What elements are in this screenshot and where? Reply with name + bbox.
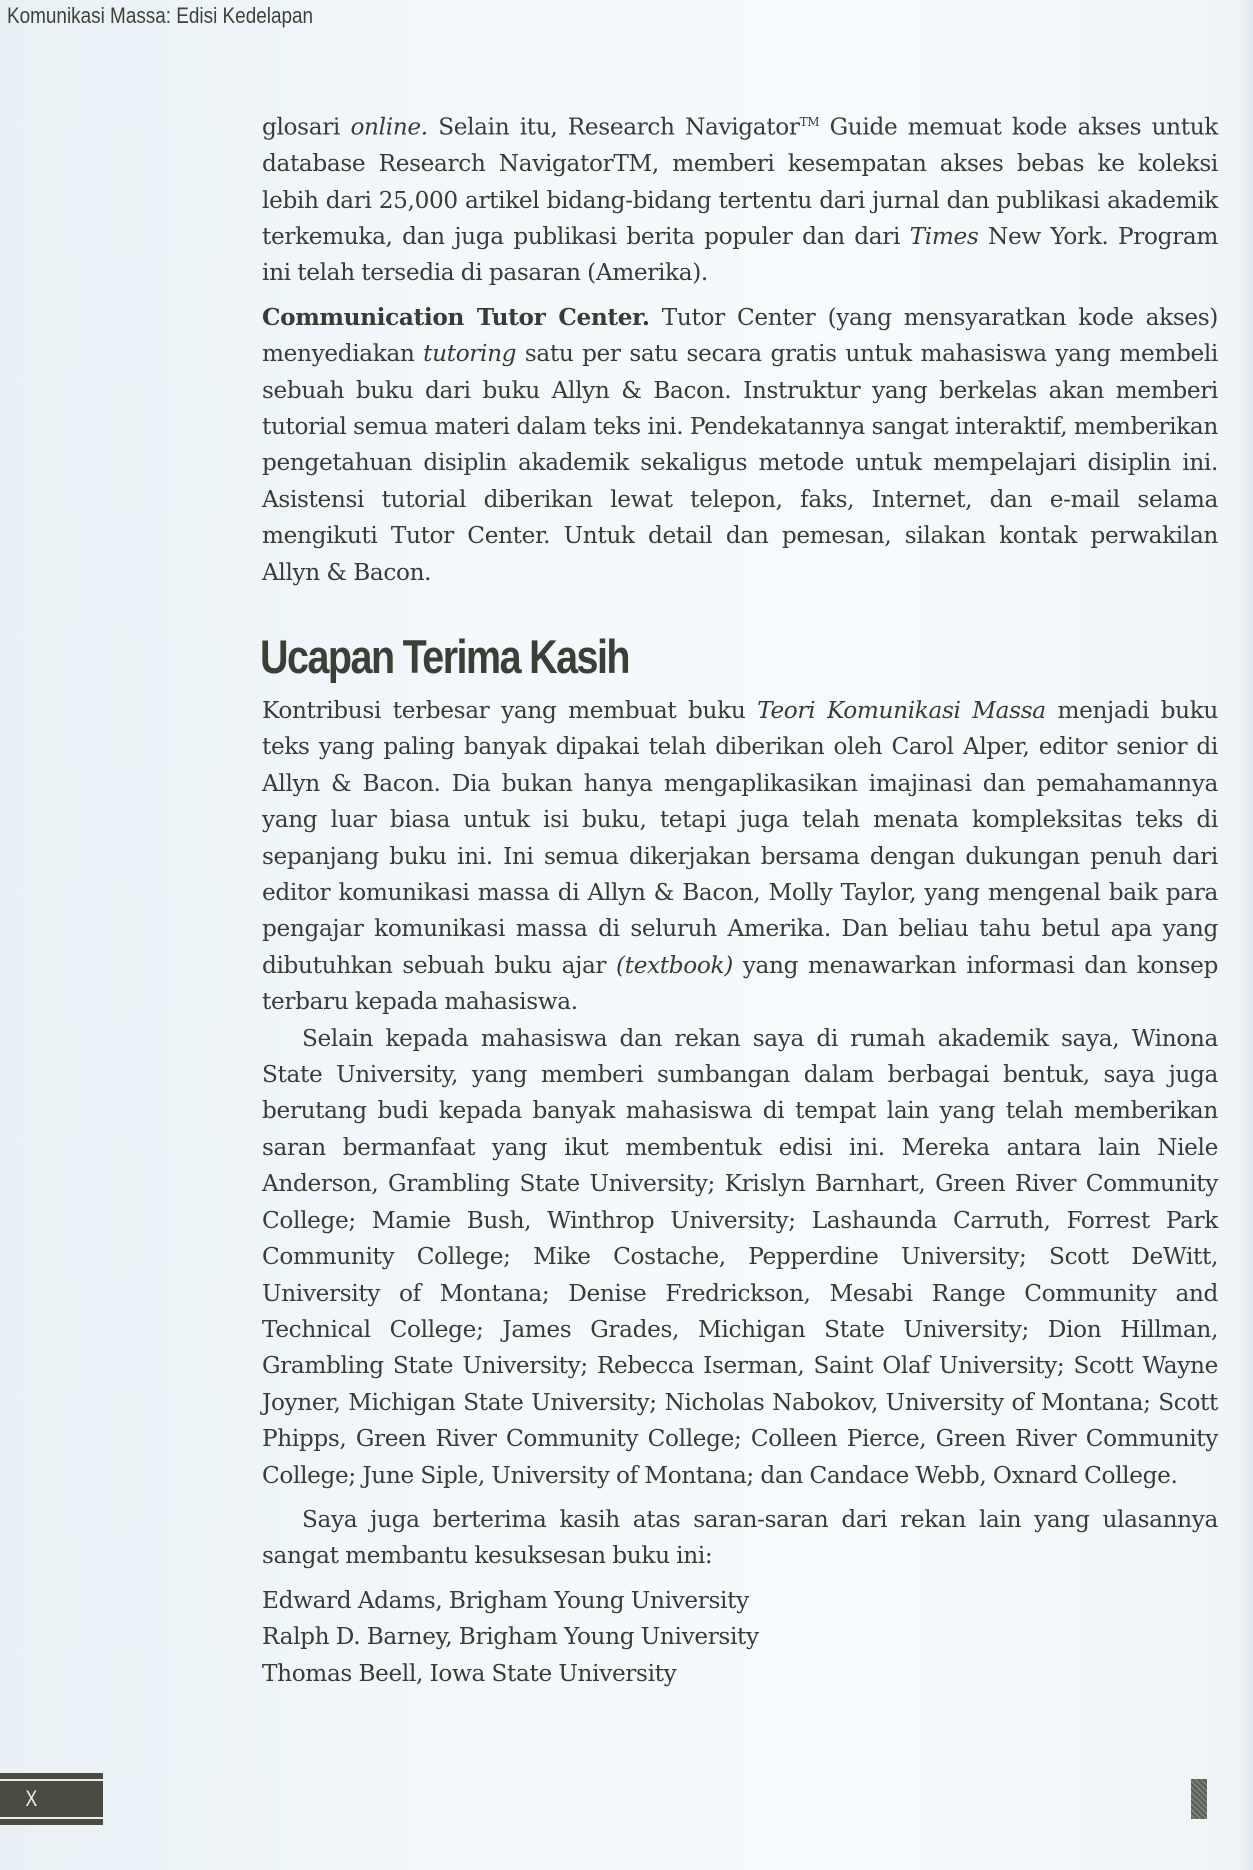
- italic-term: online.: [350, 113, 428, 141]
- running-head: Komunikasi Massa: Edisi Kedelapan: [7, 3, 314, 28]
- text-span: New York. Program ini telah tersedia di pasaran (Amerika).: [262, 222, 1218, 287]
- text-span: Kontribusi terbesar yang membuat buku: [262, 697, 758, 725]
- book-title: Teori Komunikasi Massa: [757, 697, 1046, 725]
- text-span: glosari: [262, 113, 351, 141]
- paragraph-research-navigator: [262, 104, 1218, 292]
- run-in-heading: Communication Tutor Center.: [262, 303, 650, 331]
- reviewer-item: Edward Adams, Brigham Young University: [262, 1586, 749, 1614]
- section-heading: Ucapan Terima Kasih: [260, 630, 630, 684]
- italic-term: tutoring: [423, 340, 517, 368]
- reviewer-item: Ralph D. Barney, Brigham Young University: [262, 1623, 759, 1651]
- page-edge-shadow: [1239, 0, 1253, 1870]
- paragraph-contribution: [262, 693, 1218, 1021]
- text-span: Tutor Center (yang mensyaratkan kode akses) menyediakan: [262, 303, 1218, 368]
- paragraph-tutor-center: [262, 300, 1218, 591]
- reviewer-item: Thomas Beell, Iowa State University: [262, 1659, 677, 1687]
- italic-term: (textbook): [616, 951, 733, 979]
- trademark-mark: TM: [799, 115, 820, 129]
- text-span: Selain itu, Research Navigator: [427, 113, 800, 141]
- text-span: satu per satu secara gratis untuk mahasiswa yang membeli sebuah buku dari buku Allyn & Bacon. Instruktur yang berkelas akan memberi tutorial semua materi dalam teks ini. Pendekatannya sangat interaktif, memberikan pengetahuan disiplin akademik sekaligus metode untuk mempelajari disiplin ini. Asistensi tutorial diberikan lewat telepon, faks, Internet, dan e-mail selama mengikuti Tutor Center. Untuk detail dan pemesan, silakan kontak perwakilan Allyn & Bacon.: [262, 340, 1219, 586]
- corner-mark-icon: [1191, 1779, 1207, 1819]
- page-number: X: [25, 1786, 38, 1811]
- italic-term: Times: [909, 222, 979, 250]
- text-span: Guide memuat kode akses untuk database Research NavigatorTM, memberi kesempatan akses bebas ke koleksi lebih dari 25,000 artikel bidang-bidang tertentu dari jurnal dan publikasi akademik terkemuka, dan juga publikasi berita populer dan dari: [262, 113, 1218, 250]
- paragraph-reviewers-intro: Saya juga berterima kasih atas saran-saran dari rekan lain yang ulasannya sangat membantu kesuksesan buku ini:: [262, 1505, 1218, 1570]
- page-body: [262, 104, 1218, 1692]
- paragraph-students: Selain kepada mahasiswa dan rekan saya di rumah akademik saya, Winona State University, yang memberi sumbangan dalam berbagai bentuk, saya juga berutang budi kepada banyak mahasiswa di tempat lain yang telah memberikan saran bermanfaat yang ikut membentuk edisi ini. Mereka antara lain Niele Anderson, Grambling State University; Krislyn Barnhart, Green River Community College; Mamie Bush, Winthrop University; Lashaunda Carruth, Forrest Park Community College; Mike Costache, Pepperdine University; Scott DeWitt, University of Montana; Denise Fredrickson, Mesabi Range Community and Technical College; James Grades, Michigan State University; Dion Hillman, Grambling State University; Rebecca Iserman, Saint Olaf University; Scott Wayne Joyner, Michigan State University; Nicholas Nabokov, University of Montana; Scott Phipps, Green River Community College; Colleen Pierce, Green River Community College; June Siple, University of Montana; dan Candace Webb, Oxnard College.: [262, 1024, 1218, 1489]
- page-number-tab: [0, 1773, 103, 1825]
- text-span: menjadi buku teks yang paling banyak dipakai telah diberikan oleh Carol Alper, editor senior di Allyn & Bacon. Dia bukan hanya mengaplikasikan imajinasi dan pemahamannya yang luar biasa untuk isi buku, tetapi juga telah menata kompleksitas teks di sepanjang buku ini. Ini semua dikerjakan bersama dengan dukungan penuh dari editor komunikasi massa di Allyn & Bacon, Molly Taylor, yang mengenal baik para pengajar komunikasi massa di seluruh Amerika. Dan beliau tahu betul apa yang dibutuhkan sebuah buku ajar: [262, 697, 1218, 979]
- text-span: yang menawarkan informasi dan konsep terbaru kepada mahasiswa.: [262, 951, 1218, 1016]
